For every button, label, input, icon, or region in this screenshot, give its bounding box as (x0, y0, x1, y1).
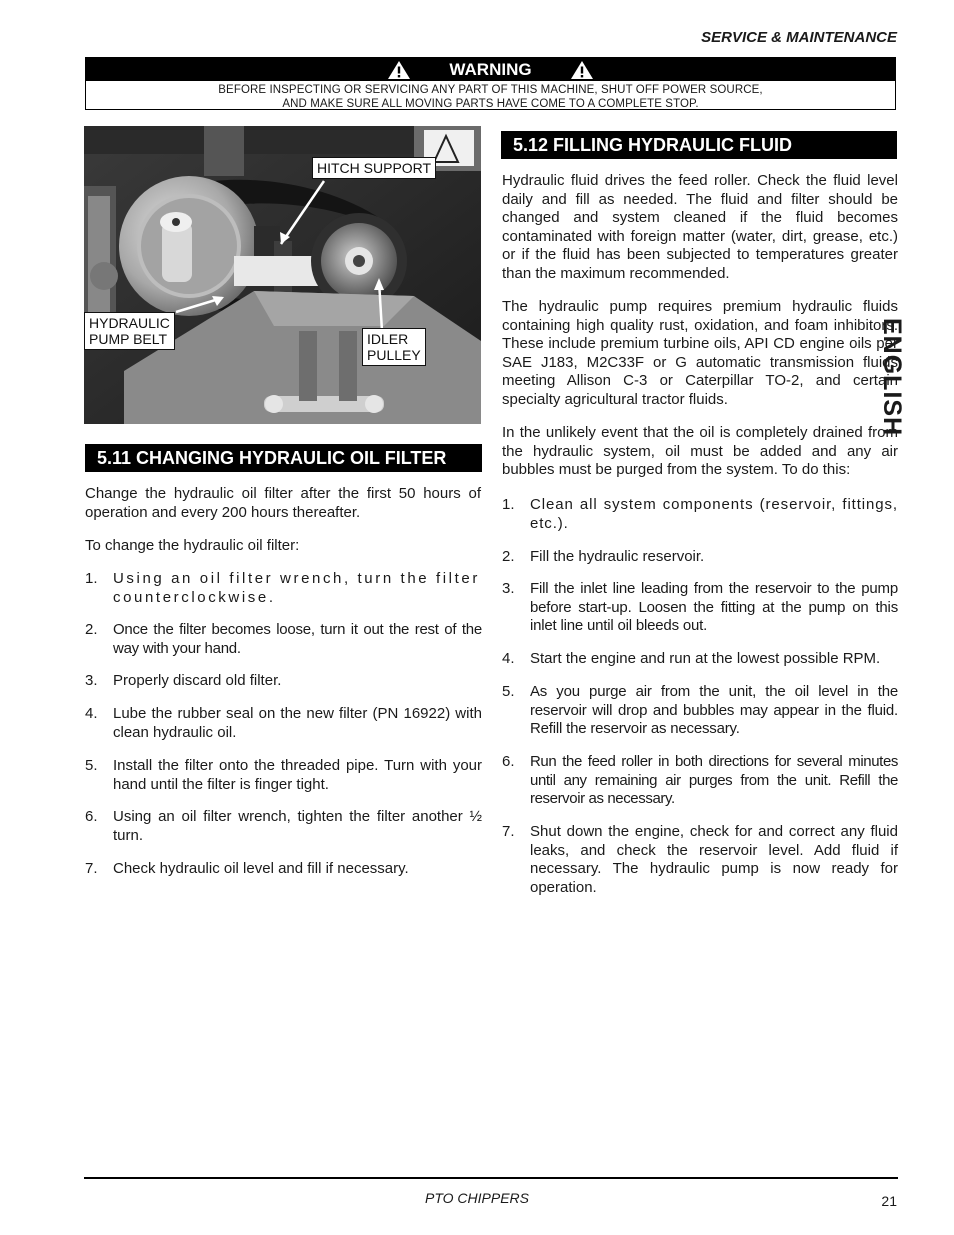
section-5-12-heading: 5.12 FILLING HYDRAULIC FLUID (501, 131, 897, 159)
list-item-text: Once the filter becomes loose, turn it out the rest of the way with your hand. (113, 621, 482, 657)
list-item (502, 823, 898, 899)
list-item-number: 4. (502, 650, 515, 667)
label-belt-line-2: PUMP BELT (89, 331, 168, 347)
label-idler-pulley (362, 328, 426, 366)
label-belt-line-1: HYDRAULIC (89, 315, 170, 331)
list-item (85, 672, 482, 692)
sec512-paragraph-2: The hydraulic pump requires premium hydraulic fluids containing high quality rust, oxidation, and foam inhibitors. These include premium turbine oils, API CD engine oils per SAE J183, M2C33F or G automatic transmission fluids meeting Allison C-3 or Caterpillar TO-2, and certain specialty agricultural tractor fluids. (502, 298, 898, 408)
warning-text (86, 81, 895, 111)
list-item-text: Start the engine and run at the lowest possible RPM. (530, 650, 881, 667)
warning-title: WARNING (449, 59, 532, 79)
section-5-11-heading: 5.11 CHANGING HYDRAULIC OIL FILTER (85, 444, 482, 472)
label-hydraulic-pump-belt (84, 312, 175, 350)
list-item-number: 6. (85, 808, 98, 825)
list-item (85, 621, 482, 659)
label-idler-line-2: PULLEY (367, 347, 421, 363)
language-side-tab: ENGLISH (878, 318, 906, 437)
list-item-number: 5. (502, 683, 515, 700)
list-item-text: Using an oil filter wrench, turn the filter counterclockwise. (113, 570, 480, 606)
list-item (502, 496, 898, 534)
list-item-number: 2. (502, 548, 515, 565)
list-item (502, 548, 898, 568)
footer-rule (84, 1177, 898, 1179)
list-item-text: Check hydraulic oil level and fill if necessary. (113, 860, 409, 877)
machine-photo (84, 126, 481, 424)
warning-triangle-icon (570, 60, 594, 80)
list-item (85, 860, 482, 880)
sec511-lead: To change the hydraulic oil filter: (85, 537, 300, 554)
list-item (502, 580, 898, 637)
footer-title: PTO CHIPPERS (425, 1190, 529, 1206)
list-item-number: 7. (502, 823, 515, 840)
list-item (502, 650, 898, 670)
running-header: SERVICE & MAINTENANCE (701, 29, 897, 46)
label-idler-line-1: IDLER (367, 331, 409, 347)
list-item-number: 4. (85, 705, 98, 722)
sec512-paragraph-3: In the unlikely event that the oil is completely drained from the hydraulic system, oil must be added and any air bubbles must be purged from the system. To do this: (502, 424, 898, 479)
list-item-text: Fill the hydraulic reservoir. (530, 548, 705, 565)
list-item (502, 683, 898, 740)
warning-line-1: BEFORE INSPECTING OR SERVICING ANY PART OF THIS MACHINE, SHUT OFF POWER SOURCE, (218, 84, 763, 96)
list-item-text: Properly discard old filter. (113, 672, 282, 689)
list-item-text: Run the feed roller in both directions for several minutes until any remaining air purges from the unit. Refill the reservoir as necessary. (530, 753, 898, 808)
list-item-number: 1. (502, 496, 515, 513)
list-item-text: Shut down the engine, check for and correct any fluid leaks, and check the reservoir level. Add fluid if necessary. The hydraulic pump is now ready for operation. (530, 823, 898, 896)
list-item (85, 705, 482, 743)
sec512-paragraph-1: Hydraulic fluid drives the feed roller. Check the fluid level daily and fill as needed. The fluid and filter should be changed and system cleaned if the fluid becomes contaminated with foreign matter (water, dirt, grease, etc.) or if the fluid has been subjected to temperatures greater than the maximum recommended. (502, 172, 898, 282)
label-hitch-support-text: HITCH SUPPORT (317, 160, 432, 176)
label-hitch-support (312, 157, 436, 179)
warning-box (85, 57, 896, 110)
list-item-text: Using an oil filter wrench, tighten the filter another ½ turn. (113, 808, 482, 844)
list-item-number: 5. (85, 757, 98, 774)
list-item (502, 753, 898, 810)
list-item (85, 570, 482, 608)
sec511-intro: Change the hydraulic oil filter after the first 50 hours of operation and every 200 hours thereafter. (85, 485, 481, 521)
list-item (85, 808, 482, 846)
warning-triangle-icon (387, 60, 411, 80)
list-item-text: Clean all system components (reservoir, fittings, etc.). (530, 496, 898, 532)
list-item-number: 7. (85, 860, 98, 877)
warning-bar (86, 58, 895, 81)
list-item-number: 3. (502, 580, 515, 597)
list-item-text: Install the filter onto the threaded pipe. Turn with your hand until the filter is finger tight. (113, 757, 482, 793)
warning-line-2: AND MAKE SURE ALL MOVING PARTS HAVE COME TO A COMPLETE STOP. (282, 98, 699, 110)
page-number: 21 (881, 1193, 897, 1209)
list-item-text: Fill the inlet line leading from the reservoir to the pump before start-up. Loosen the fitting at the pump on this inlet line until oil bleeds out. (530, 580, 898, 635)
list-item-number: 3. (85, 672, 98, 689)
list-item-number: 6. (502, 753, 515, 770)
list-item-text: Lube the rubber seal on the new filter (PN 16922) with clean hydraulic oil. (113, 705, 482, 741)
list-item-text: As you purge air from the unit, the oil level in the reservoir will drop and bubbles may appear in the fluid. Refill the reservoir as necessary. (530, 683, 898, 738)
list-item-number: 2. (85, 621, 98, 638)
list-item (85, 757, 482, 795)
list-item-number: 1. (85, 570, 98, 587)
